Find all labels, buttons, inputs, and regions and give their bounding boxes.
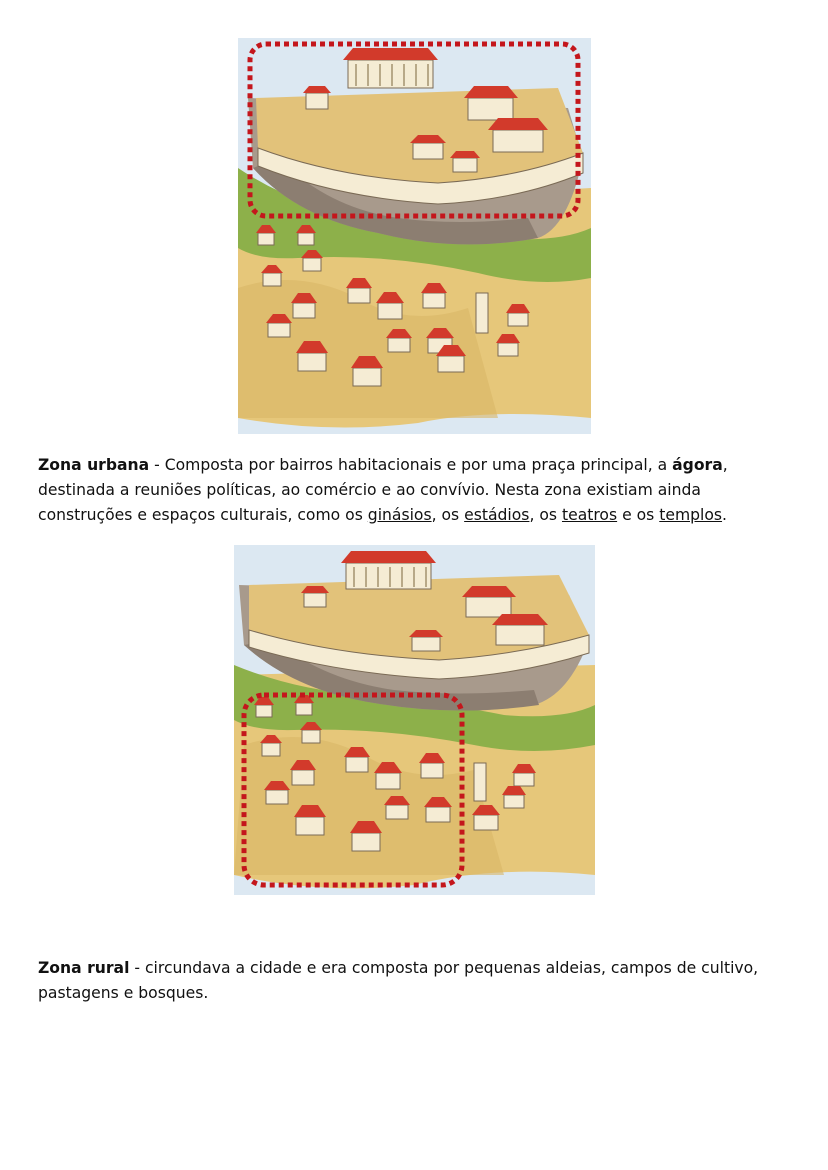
urban-zone-term: Zona urbana — [38, 456, 150, 474]
link-ginasios[interactable]: ginásios — [367, 506, 432, 524]
urban-text-1: - Composta por bairros habitacionais e por uma praça principal, a — [149, 456, 673, 474]
urban-text-2: , destinada a reuniões políticas, ao comércio e ao convívio. Nesta zona existiam ainda construções e espaços culturais, como os — [38, 456, 728, 524]
rural-zone-term: Zona rural — [38, 959, 130, 977]
link-estadios[interactable]: estádios — [464, 506, 530, 524]
urban-zone-paragraph — [38, 453, 790, 528]
acropolis-illustration — [238, 38, 591, 434]
link-teatros[interactable]: teatros — [561, 506, 618, 524]
separator: , os — [431, 506, 465, 524]
acropolis-illustration — [234, 545, 595, 895]
figure-urban-zone — [238, 38, 591, 434]
link-templos[interactable]: templos — [659, 506, 723, 524]
period: . — [722, 506, 728, 524]
agora-term: ágora — [672, 456, 723, 474]
rural-zone-paragraph — [38, 956, 790, 1006]
separator: e os — [617, 506, 660, 524]
figure-rural-zone — [234, 545, 595, 895]
rural-text: - circundava a cidade e era composta por pequenas aldeias, campos de cultivo, pastagens e bosques. — [38, 959, 759, 1002]
separator: , os — [529, 506, 562, 524]
